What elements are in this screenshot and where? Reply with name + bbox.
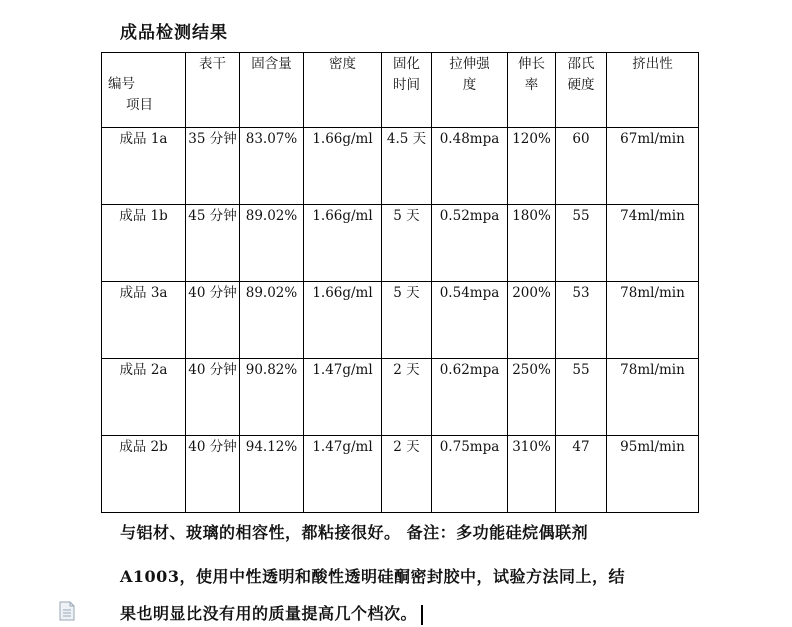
header-cell bbox=[186, 53, 240, 128]
table-cell: 成品 3a bbox=[102, 282, 186, 359]
table-cell: 1.66g/ml bbox=[304, 205, 382, 282]
table-cell: 1.47g/ml bbox=[304, 359, 382, 436]
page-title: 成品检测结果 bbox=[120, 23, 228, 43]
table-cell: 55 bbox=[556, 359, 607, 436]
note-line-1: 与铝材、玻璃的相容性，都粘接很好。 备注：多功能硅烷偶联剂 bbox=[120, 523, 589, 542]
header-label: 密度 bbox=[329, 56, 356, 72]
table-cell: 5 天 bbox=[382, 205, 432, 282]
table-cell: 47 bbox=[556, 436, 607, 513]
header-cell bbox=[432, 53, 508, 128]
header-label: 伸长 bbox=[518, 56, 545, 72]
header-label: 表干 bbox=[199, 56, 226, 72]
header-label: 挤出性 bbox=[632, 56, 673, 72]
table-cell: 40 分钟 bbox=[186, 359, 240, 436]
table-cell: 310% bbox=[508, 436, 556, 513]
table-cell: 0.48mpa bbox=[432, 128, 508, 205]
header-label: 拉伸强 bbox=[449, 56, 490, 72]
table-cell: 180% bbox=[508, 205, 556, 282]
header-label: 硬度 bbox=[567, 77, 595, 93]
table-cell: 1.66g/ml bbox=[304, 128, 382, 205]
table-cell: 78ml/min bbox=[607, 359, 699, 436]
header-label: 邵氏 bbox=[567, 56, 595, 72]
table-cell: 90.82% bbox=[240, 359, 304, 436]
table-row bbox=[102, 128, 699, 205]
text-cursor bbox=[421, 605, 423, 625]
table-header-row bbox=[102, 53, 699, 128]
header-label: 率 bbox=[524, 77, 539, 93]
note-line-2: A1003，使用中性透明和酸性透明硅酮密封胶中，试验方法同上，结 bbox=[120, 567, 625, 586]
table-row bbox=[102, 359, 699, 436]
table-cell: 250% bbox=[508, 359, 556, 436]
header-cell bbox=[382, 53, 432, 128]
table-cell: 83.07% bbox=[240, 128, 304, 205]
header-corner-label: 项目 bbox=[126, 97, 153, 113]
table-cell: 120% bbox=[508, 128, 556, 205]
table-cell: 40 分钟 bbox=[186, 436, 240, 513]
header-cell bbox=[607, 53, 699, 128]
table-cell: 78ml/min bbox=[607, 282, 699, 359]
table-cell: 55 bbox=[556, 205, 607, 282]
table-cell: 89.02% bbox=[240, 282, 304, 359]
table-cell: 0.54mpa bbox=[432, 282, 508, 359]
table-cell: 60 bbox=[556, 128, 607, 205]
header-cell bbox=[304, 53, 382, 128]
table-cell: 4.5 天 bbox=[382, 128, 432, 205]
header-label: 度 bbox=[462, 77, 477, 93]
note-line-3-text: 果也明显比没有用的质量提高几个档次。 bbox=[120, 604, 418, 623]
note-line-3 bbox=[120, 601, 423, 625]
table-cell: 成品 2a bbox=[102, 359, 186, 436]
table-cell: 200% bbox=[508, 282, 556, 359]
table-cell: 成品 1b bbox=[102, 205, 186, 282]
table-cell: 89.02% bbox=[240, 205, 304, 282]
table-cell: 40 分钟 bbox=[186, 282, 240, 359]
header-corner-cell bbox=[102, 53, 186, 128]
table-cell: 45 分钟 bbox=[186, 205, 240, 282]
table-row bbox=[102, 205, 699, 282]
header-corner-label: 编号 bbox=[108, 76, 135, 92]
table-cell: 67ml/min bbox=[607, 128, 699, 205]
table-cell: 74ml/min bbox=[607, 205, 699, 282]
header-label: 固含量 bbox=[251, 56, 292, 72]
results-table bbox=[101, 52, 699, 513]
table-cell: 2 天 bbox=[382, 359, 432, 436]
table-cell: 35 分钟 bbox=[186, 128, 240, 205]
header-cell bbox=[556, 53, 607, 128]
table-cell: 0.62mpa bbox=[432, 359, 508, 436]
table-cell: 成品 1a bbox=[102, 128, 186, 205]
header-cell bbox=[240, 53, 304, 128]
table-cell: 94.12% bbox=[240, 436, 304, 513]
table-cell: 95ml/min bbox=[607, 436, 699, 513]
table-cell: 53 bbox=[556, 282, 607, 359]
table-cell: 2 天 bbox=[382, 436, 432, 513]
document-icon bbox=[59, 601, 75, 621]
table-row bbox=[102, 282, 699, 359]
table-cell: 5 天 bbox=[382, 282, 432, 359]
table-cell: 0.52mpa bbox=[432, 205, 508, 282]
table-cell: 1.66g/ml bbox=[304, 282, 382, 359]
table-cell: 0.75mpa bbox=[432, 436, 508, 513]
table-row bbox=[102, 436, 699, 513]
header-cell bbox=[508, 53, 556, 128]
table-cell: 成品 2b bbox=[102, 436, 186, 513]
table-cell: 1.47g/ml bbox=[304, 436, 382, 513]
header-label: 时间 bbox=[393, 77, 420, 93]
header-label: 固化 bbox=[393, 56, 420, 72]
